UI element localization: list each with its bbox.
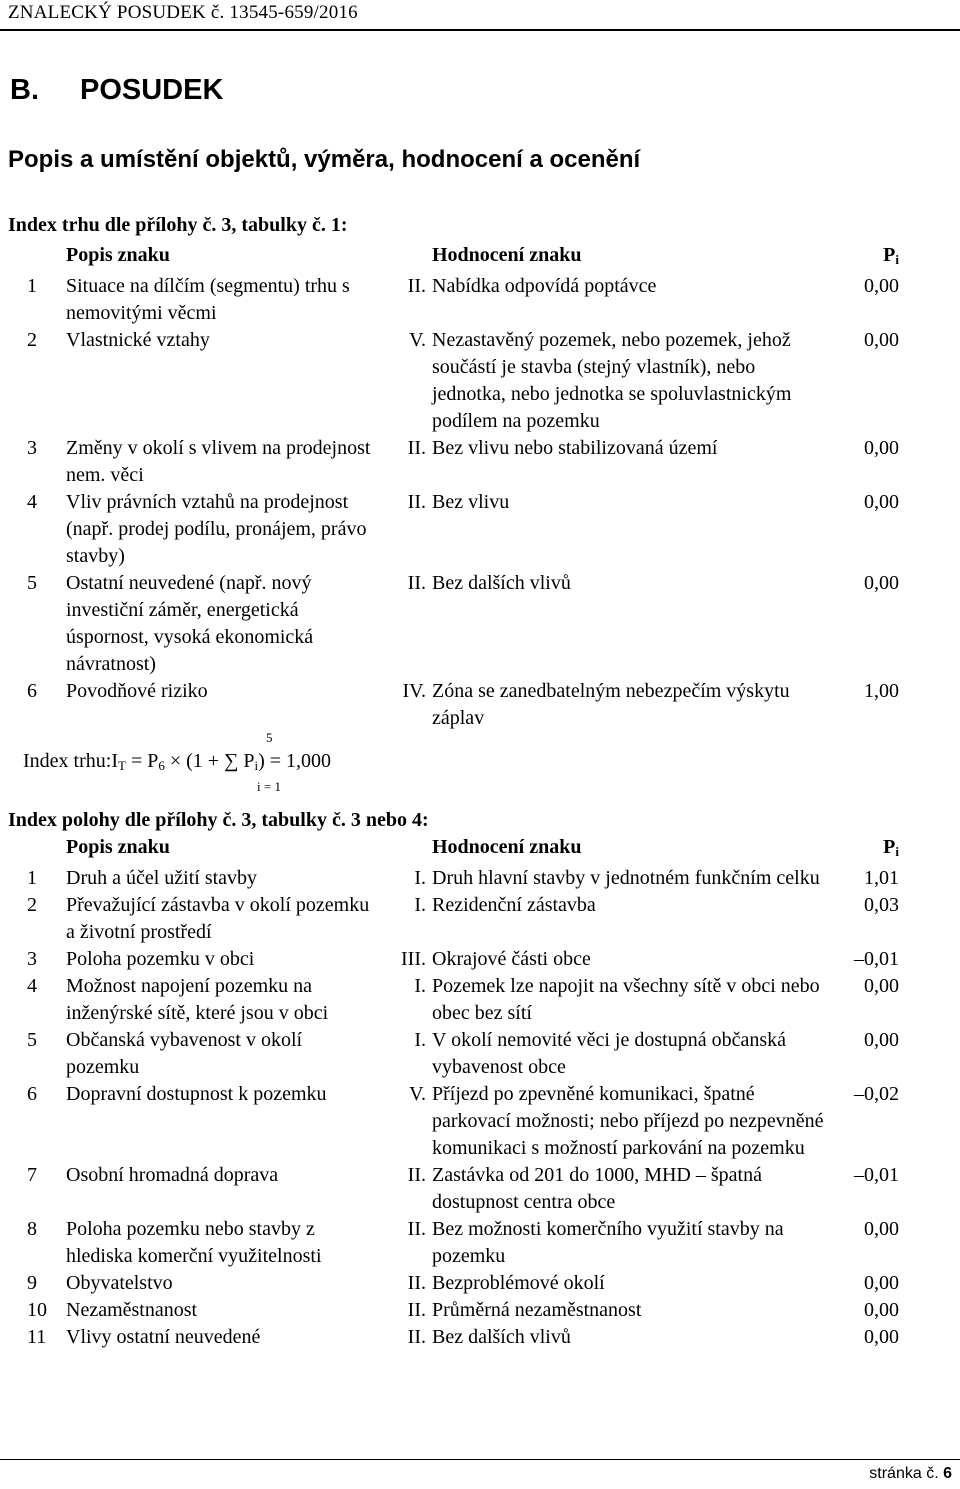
row-description: Změny v okolí s vlivem na prodejnost nem. věci bbox=[66, 437, 371, 486]
row-grade: II. bbox=[407, 1218, 426, 1240]
page-footer bbox=[869, 1465, 952, 1483]
row-grade: III. bbox=[401, 948, 426, 970]
row-description: Druh a účel užití stavby bbox=[66, 867, 258, 889]
header-evaluation: Hodnocení znaku bbox=[432, 244, 582, 266]
table-row bbox=[0, 327, 960, 435]
row-value: 0,03 bbox=[864, 894, 899, 916]
header-description: Popis znaku bbox=[66, 244, 170, 266]
table-row bbox=[0, 1324, 960, 1351]
sum-upper-limit: 5 bbox=[266, 730, 273, 745]
table-row bbox=[0, 865, 960, 892]
table-header-row bbox=[0, 242, 960, 273]
row-number: 3 bbox=[27, 437, 37, 459]
row-evaluation: Nezastavěný pozemek, nebo pozemek, jehož součástí je stavba (stejný vlastník), nebo jednotka, nebo jednotka se spoluvlastnickým podílem na pozemku bbox=[432, 329, 792, 432]
footer-rule bbox=[0, 1459, 960, 1460]
row-number: 5 bbox=[27, 572, 37, 594]
header-description: Popis znaku bbox=[66, 836, 170, 858]
location-index-table bbox=[0, 834, 960, 1351]
row-evaluation: Bez vlivu bbox=[432, 491, 510, 513]
row-grade: I. bbox=[414, 894, 426, 916]
table-row bbox=[0, 489, 960, 570]
row-grade: II. bbox=[407, 1326, 426, 1348]
row-value: –0,01 bbox=[854, 1164, 899, 1186]
row-description: Situace na dílčím (segmentu) trhu s nemovitými věcmi bbox=[66, 275, 350, 324]
row-description: Obyvatelstvo bbox=[66, 1272, 173, 1294]
row-value: 1,00 bbox=[864, 680, 899, 702]
page-subtitle: Popis a umístění objektů, výměra, hodnocení a ocenění bbox=[8, 146, 641, 173]
header-evaluation: Hodnocení znaku bbox=[432, 836, 582, 858]
row-evaluation: Bez možnosti komerčního využití stavby na pozemku bbox=[432, 1218, 784, 1267]
row-evaluation: Bez vlivu nebo stabilizovaná území bbox=[432, 437, 718, 459]
row-number: 2 bbox=[27, 894, 37, 916]
row-evaluation: Druh hlavní stavby v jednotném funkčním celku bbox=[432, 867, 820, 889]
row-number: 11 bbox=[27, 1326, 47, 1348]
row-grade: I. bbox=[414, 1029, 426, 1051]
market-index-title: Index trhu dle přílohy č. 3, tabulky č. 1: bbox=[8, 214, 348, 236]
page-number: 6 bbox=[943, 1465, 952, 1482]
row-description: Dopravní dostupnost k pozemku bbox=[66, 1083, 327, 1105]
market-index-table bbox=[0, 242, 960, 732]
document-header: ZNALECKÝ POSUDEK č. 13545-659/2016 bbox=[8, 2, 358, 23]
row-number: 1 bbox=[27, 867, 37, 889]
table-row bbox=[0, 570, 960, 678]
table-row bbox=[0, 678, 960, 732]
table-header-row bbox=[0, 834, 960, 865]
market-index-formula: Index $trhu:I_T = P_6 \times (1$ + ∑ $P_i) = 1,000$ bbox=[23, 750, 332, 773]
row-evaluation: Pozemek lze napojit na všechny sítě v obci nebo obec bez sítí bbox=[432, 975, 820, 1024]
row-value: 0,00 bbox=[864, 975, 899, 997]
row-description: Vlastnické vztahy bbox=[66, 329, 210, 351]
row-value: 0,00 bbox=[864, 572, 899, 594]
row-evaluation: Zastávka od 201 do 1000, MHD – špatná dostupnost centra obce bbox=[432, 1164, 762, 1213]
row-description: Osobní hromadná doprava bbox=[66, 1164, 279, 1186]
row-number: 6 bbox=[27, 680, 37, 702]
row-description: Poloha pozemku nebo stavby z hlediska komerční využitelnosti bbox=[66, 1218, 322, 1267]
row-grade: II. bbox=[407, 572, 426, 594]
row-description: Vliv právních vztahů na prodejnost (např. prodej podílu, pronájem, právo stavby) bbox=[66, 491, 367, 567]
row-value: 0,00 bbox=[864, 491, 899, 513]
section-title: POSUDEK bbox=[80, 74, 224, 106]
header-value: $P_i$ bbox=[883, 244, 899, 267]
row-grade: I. bbox=[414, 867, 426, 889]
row-description: Nezaměstnanost bbox=[66, 1299, 198, 1321]
row-description: Ostatní neuvedené (např. nový investiční záměr, energetická úspornost, vysoká ekonomická návratnost) bbox=[66, 572, 314, 675]
table-row bbox=[0, 1297, 960, 1324]
row-value: 0,00 bbox=[864, 1272, 899, 1294]
section-letter: B. bbox=[10, 74, 39, 106]
row-evaluation: V okolí nemovité věci je dostupná občanská vybavenost obce bbox=[432, 1029, 786, 1078]
row-grade: II. bbox=[407, 1272, 426, 1294]
row-number: 3 bbox=[27, 948, 37, 970]
row-value: 1,01 bbox=[864, 867, 899, 889]
row-number: 4 bbox=[27, 491, 37, 513]
row-grade: V. bbox=[409, 329, 426, 351]
row-number: 8 bbox=[27, 1218, 37, 1240]
row-grade: I. bbox=[414, 975, 426, 997]
row-number: 6 bbox=[27, 1083, 37, 1105]
row-evaluation: Průměrná nezaměstnanost bbox=[432, 1299, 642, 1321]
table-row bbox=[0, 892, 960, 946]
row-number: 5 bbox=[27, 1029, 37, 1051]
page-label: stránka č. bbox=[869, 1465, 939, 1482]
row-value: 0,00 bbox=[864, 275, 899, 297]
row-evaluation: Bez dalších vlivů bbox=[432, 572, 571, 594]
row-value: 0,00 bbox=[864, 329, 899, 351]
table-row bbox=[0, 1270, 960, 1297]
row-description: Občanská vybavenost v okolí pozemku bbox=[66, 1029, 303, 1078]
row-evaluation: Zóna se zanedbatelným nebezpečím výskytu záplav bbox=[432, 680, 790, 729]
sum-symbol: ∑ bbox=[224, 750, 239, 772]
row-value: –0,02 bbox=[854, 1083, 899, 1105]
row-description: Možnost napojení pozemku na inženýrské sítě, které jsou v obci bbox=[66, 975, 329, 1024]
row-number: 7 bbox=[27, 1164, 37, 1186]
table-row bbox=[0, 1216, 960, 1270]
table-row bbox=[0, 273, 960, 327]
row-evaluation: Bezproblémové okolí bbox=[432, 1272, 605, 1294]
row-description: Vlivy ostatní neuvedené bbox=[66, 1326, 261, 1348]
row-grade: II. bbox=[407, 437, 426, 459]
sum-lower-limit: i = 1 bbox=[257, 779, 281, 794]
row-evaluation: Rezidenční zástavba bbox=[432, 894, 596, 916]
row-grade: II. bbox=[407, 1299, 426, 1321]
table-row bbox=[0, 1081, 960, 1162]
section-heading bbox=[10, 74, 223, 107]
row-description: Převažující zástavba v okolí pozemku a životní prostředí bbox=[66, 894, 370, 943]
row-grade: II. bbox=[407, 491, 426, 513]
row-description: Poloha pozemku v obci bbox=[66, 948, 255, 970]
row-number: 10 bbox=[27, 1299, 47, 1321]
row-number: 4 bbox=[27, 975, 37, 997]
location-index-title: Index polohy dle přílohy č. 3, tabulky č. 3 nebo 4: bbox=[8, 809, 429, 831]
table-row bbox=[0, 1162, 960, 1216]
header-rule bbox=[0, 29, 960, 31]
row-number: 1 bbox=[27, 275, 37, 297]
table-row bbox=[0, 973, 960, 1027]
row-value: 0,00 bbox=[864, 437, 899, 459]
table-row bbox=[0, 435, 960, 489]
row-value: 0,00 bbox=[864, 1326, 899, 1348]
row-value: 0,00 bbox=[864, 1299, 899, 1321]
row-value: –0,01 bbox=[854, 948, 899, 970]
table-row bbox=[0, 946, 960, 973]
row-description: Povodňové riziko bbox=[66, 680, 208, 702]
row-grade: IV. bbox=[402, 680, 426, 702]
row-evaluation: Okrajové části obce bbox=[432, 948, 591, 970]
row-evaluation: Bez dalších vlivů bbox=[432, 1326, 571, 1348]
row-evaluation: Nabídka odpovídá poptávce bbox=[432, 275, 657, 297]
row-number: 2 bbox=[27, 329, 37, 351]
row-number: 9 bbox=[27, 1272, 37, 1294]
row-value: 0,00 bbox=[864, 1029, 899, 1051]
row-value: 0,00 bbox=[864, 1218, 899, 1240]
header-value: $P_i$ bbox=[883, 836, 899, 859]
table-row bbox=[0, 1027, 960, 1081]
row-grade: V. bbox=[409, 1083, 426, 1105]
row-evaluation: Příjezd po zpevněné komunikaci, špatné parkovací možnosti; nebo příjezd po nezpevněné komunikaci s možností parkování na pozemku bbox=[432, 1083, 824, 1159]
row-grade: II. bbox=[407, 1164, 426, 1186]
row-grade: II. bbox=[407, 275, 426, 297]
